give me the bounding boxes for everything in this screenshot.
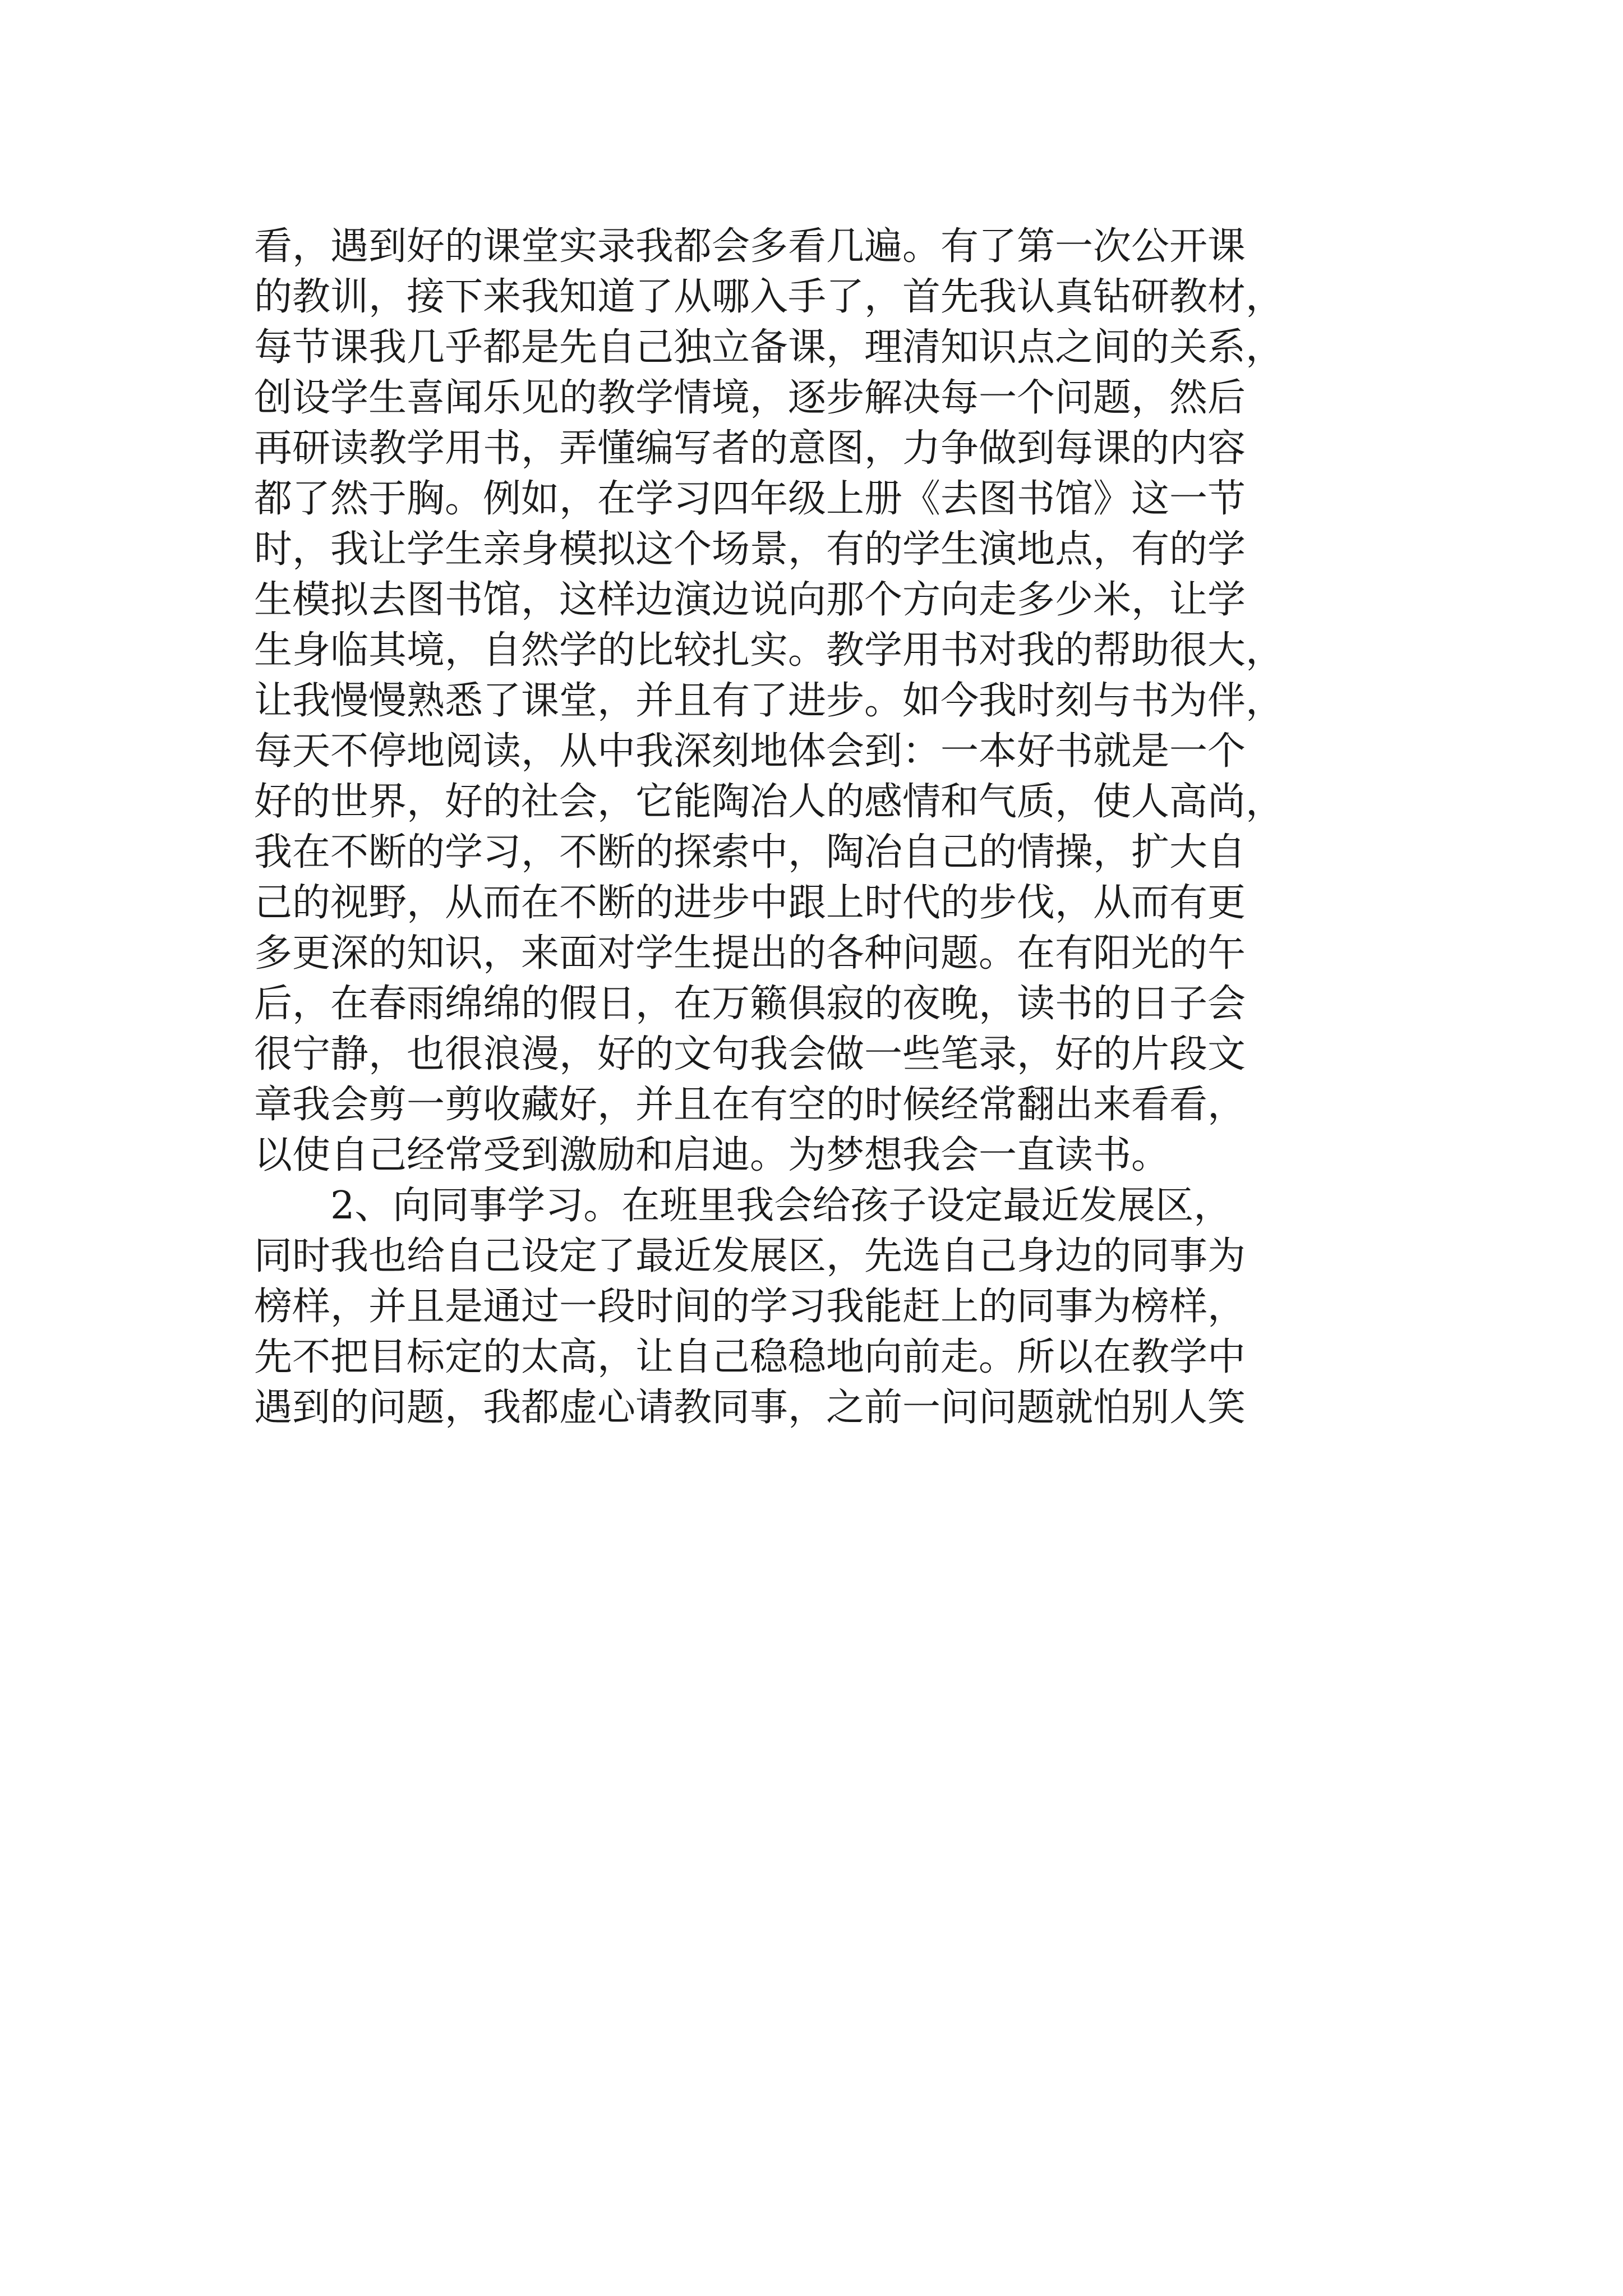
text-line: 先不把目标定的太高，让自己稳稳地向前走。所以在教学中 [254,1335,1246,1379]
text-line: 时，我让学生亲身模拟这个场景，有的学生演地点，有的学 [254,527,1246,572]
text-line: 同时我也给自己设定了最近发展区，先选自己身边的同事为 [254,1234,1246,1278]
text-line: 榜样，并且是通过一段时间的学习我能赶上的同事为榜样， [254,1285,1246,1329]
text-line: 我在不断的学习，不断的探索中，陶冶自己的情操，扩大自 [254,830,1246,875]
text-line: 很宁静，也很浪漫，好的文句我会做一些笔录，好的片段文 [254,1032,1246,1076]
text-line: 好的世界，好的社会，它能陶冶人的感情和气质，使人高尚， [254,780,1284,824]
text-line: 让我慢慢熟悉了课堂，并且有了进步。如今我时刻与书为伴， [254,679,1284,723]
text-line: 生身临其境，自然学的比较扎实。教学用书对我的帮助很大， [254,628,1284,673]
body-text [254,222,1381,1433]
text-line: 遇到的问题，我都虚心请教同事，之前一问问题就怕别人笑 [254,1386,1246,1430]
text-line: 己的视野，从而在不断的进步中跟上时代的步伐，从而有更 [254,881,1246,925]
text-line: 看，遇到好的课堂实录我都会多看几遍。有了第一次公开课 [254,224,1246,269]
paragraph-start-line: 2、向同事学习。在班里我会给孩子设定最近发展区， [330,1184,1232,1228]
text-line: 创设学生喜闻乐见的教学情境，逐步解决每一个问题，然后 [254,376,1246,420]
text-line: 每节课我几乎都是先自己独立备课，理清知识点之间的关系， [254,325,1284,370]
text-line: 章我会剪一剪收藏好，并且在有空的时候经常翻出来看看， [254,1083,1246,1127]
text-line: 后，在春雨绵绵的假日，在万籁俱寂的夜晚，读书的日子会 [254,982,1246,1026]
text-line: 每天不停地阅读，从中我深刻地体会到：一本好书就是一个 [254,729,1246,774]
text-line: 生模拟去图书馆，这样边演边说向那个方向走多少米，让学 [254,578,1246,622]
text-line: 的教训，接下来我知道了从哪入手了，首先我认真钻研教材， [254,275,1284,319]
text-line: 都了然于胸。例如，在学习四年级上册《去图书馆》这一节 [254,477,1246,521]
text-line: 以使自己经常受到激励和启迪。为梦想我会一直读书。 [254,1133,1170,1177]
text-line: 多更深的知识，来面对学生提出的各种问题。在有阳光的午 [254,931,1246,976]
text-line: 再研读教学用书，弄懂编写者的意图，力争做到每课的内容 [254,426,1246,471]
